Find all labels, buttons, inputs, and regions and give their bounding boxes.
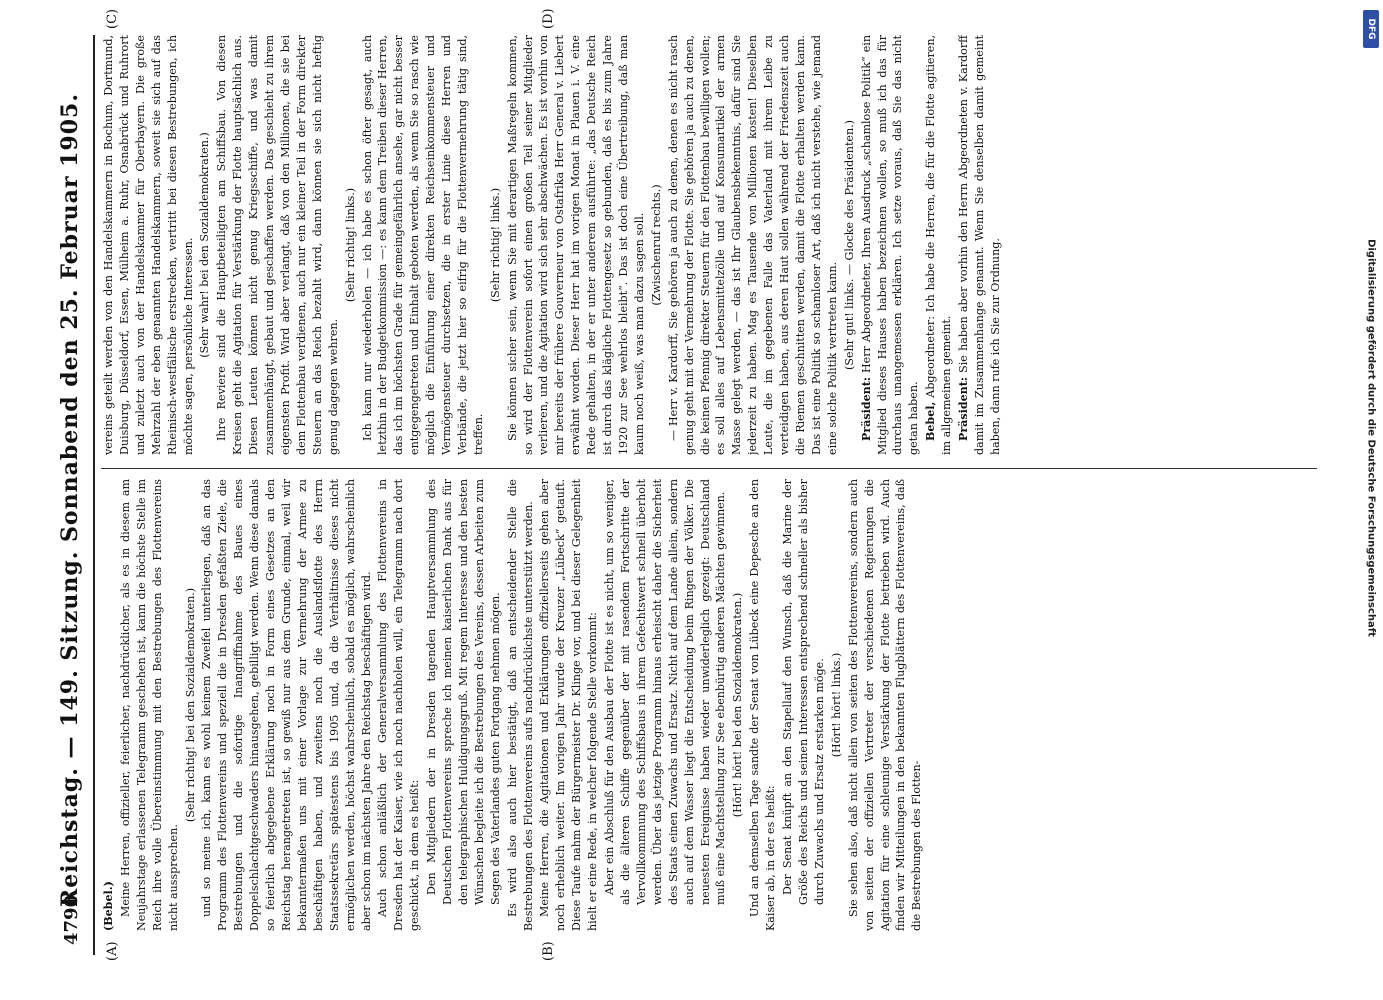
paragraph	[504, 479, 536, 931]
paragraph	[648, 35, 664, 455]
paragraph	[424, 479, 504, 905]
paragraph-text: Auch schon anläßlich der Generalversammlung des Flottenvereins in Dresden hat der Kaiser, wie ich noch nachholen will, ein Telegramm nach dort geschickt, in dem es heißt:	[375, 479, 421, 931]
paragraph-text: Ich kann nur wiederholen — ich habe es schon öfter gesagt, auch letzthin in der Budgetkommission —: es kann dem Treiben dieser Herren, das ich im höchsten Grade für gemeingefährlich ansehe, gar nicht besser entgegengetreten und Einhalt geboten werden, als wenn Sie so rasch wie möglich die Einführung einer direkten Reichseinkommensteuer und Vermögensteuer durchsetzen, die in erster Linie diese Herren und Verbände, die jetzt hier so eifrig für die Flottenvermehrung tätig sind, treffen.	[360, 35, 485, 455]
column-divider	[101, 468, 1317, 469]
rotated-page	[47, 8, 1337, 975]
paragraph	[828, 479, 844, 931]
dfg-logo: DFG	[1363, 10, 1379, 48]
paragraph	[101, 479, 117, 931]
paragraph-text: Der Senat knüpft an den Stapellauf den Wunsch, daß die Marine der Größe des Reichs und seinen Interessen entsprechend schneller als bisher durch Zuwachs und Ersatz erstarken möge.	[780, 479, 826, 905]
paragraph-text: (Zwischenruf rechts.)	[649, 184, 663, 306]
paragraph	[665, 35, 840, 455]
paragraph-text: (Sehr wahr! bei den Sozialdemokraten.)	[197, 132, 211, 358]
paragraph-text: Es wird also auch hier bestätigt, daß an entscheidender Stelle die Bestrebungen des Flottenvereins aufs nachdrücklichste unterstützt werden.	[505, 479, 535, 931]
paragraph-text: Sie sehen also, daß nicht allein von seiten des Flottenvereins, sondern auch von seiten der offiziellen Vertreter der verschiedenen Regierungen die Agitation für eine schleunige Verstärkung der Flotte betrieben wird. Auch finden wir Mitteilungen in den bekannten Flugblättern des Flottenvereins, daß die Bestrebungen des Flotten-	[846, 479, 923, 931]
paragraph	[602, 479, 729, 905]
margin-marker-d: (D)	[540, 8, 556, 29]
paragraph	[923, 35, 955, 455]
paragraph	[537, 479, 601, 931]
header-rule	[93, 35, 95, 955]
paragraph	[199, 479, 374, 931]
page-header	[57, 25, 89, 975]
paragraph-text: Und an demselben Tage sandte der Senat von Lübeck eine Depesche an den Kaiser ab, in der es heißt:	[747, 479, 777, 931]
paragraph-text: (Sehr richtig! links.)	[488, 187, 502, 303]
paragraph	[487, 35, 503, 455]
funding-notice: Digitalisierung gefördert durch die Deutsche Forschungsgemeinschaft	[1365, 239, 1377, 637]
paragraph-text: Meine Herren, offizieller, feierlicher, nachdrücklicher, als es in diesem am Neujahrstage erlassenen Telegramm geschehen ist, kann die höchste Stelle im Reich ihre volle Übereinstimmung mit den Bestrebungen des Flottenvereins nicht aussprechen.	[118, 479, 180, 931]
paragraph	[342, 35, 358, 455]
paragraph-text: (Sehr gut! links. — Glocke des Präsidenten.)	[842, 120, 856, 370]
paragraph	[214, 35, 341, 455]
paragraph	[858, 35, 922, 455]
paragraph-text: Abgeordneter: Ich habe die Herren, die für die Flotte agitieren, im allgemeinen gemeint.	[923, 35, 953, 455]
margin-marker-c: (C)	[104, 8, 120, 29]
paragraph	[182, 479, 198, 931]
paragraph-text: Herr Abgeordneter, Ihren Ausdruck „schamlose Politik“ ein Mitglied dieses Hauses haben bezeichnen wollen, so muß ich das für durchaus unangemessen erklären. Ich setze voraus, daß Sie das nicht getan haben.	[859, 35, 920, 455]
speaker-name: Bebel,	[923, 401, 937, 441]
paragraph-text: Meine Herren, die Agitationen und Erklärungen offiziellerseits gehen aber noch erheblich weiter. Im vorigen Jahr wurde der Kreuzer „Lübeck“ getauft. Diese Taufe nahm der Bürgermeister Dr. Klinge vor, und bei dieser Gelegenheit hielt er eine Rede, in welcher folgende Stelle vorkommt:	[537, 479, 599, 931]
paragraph-text: Den Mitgliedern der in Dresden tagenden Hauptversammlung des Deutschen Flottenvereins spreche ich meinen kaiserlichen Dank aus für den telegraphischen Huldigungsgruß. Mit regem Interesse und den besten Wünschen begleite ich die Bestrebungen des Vereins, dessen Arbeiten zum Segen des Vaterlandes guten Fortgang nehmen mögen.	[424, 479, 502, 905]
paragraph-text: Sie können sicher sein, wenn Sie mit derartigen Maßregeln kommen, so wird der Flottenverein sofort einen großen Teil seiner Mitglieder verlieren, und die Agitation wird sich sehr abschwächen. Es ist vorhin von mir bereits der frühere Gouverneur von Ostafrika Herr General v. Liebert erwähnt worden. Dieser Herr hat im vorigen Monat in Plauen i. V. eine Rede gehalten, in der er unter anderem ausführte: „das Deutsche Reich ist durch das klägliche Flottengesetz so gebunden, daß es bis zum Jahre 1920 zur See wehrlos bleibt“. Das ist doch eine Übertreibung, daß man kaum noch weiß, was man dazu sagen soll.	[505, 35, 646, 455]
dfg-watermark	[1362, 8, 1380, 992]
paragraph	[197, 35, 213, 455]
margin-marker-b: (B)	[540, 941, 556, 961]
paragraph-text: (Sehr richtig! bei den Sozialdemokraten.)	[183, 587, 197, 823]
paragraph-text: Ihre Reviere sind die Hauptbeteiligten am Schiffsbau. Von diesen Kreisen geht die Agitation für Verstärkung der Flotte hauptsächlich aus. Diesen Leuten können nicht genug Kriegsschiffe, und was damit zusammenhängt, gebaut und geschaffen werden. Das geschieht zu ihrem eigensten Profit. Wird aber verlangt, daß von den Millionen, die sie bei dem Flottenbau verdienen, auch nur ein kleiner Teil in der Form direkter Steuern an das Reich bezahlt wird, dann können sie sich nicht heftig genug dagegen wehren.	[214, 35, 340, 455]
paragraph-text: (Hört! hört! bei den Sozialdemokraten.)	[730, 592, 744, 818]
speaker-name: Präsident:	[859, 377, 873, 441]
right-text-column	[101, 35, 1325, 455]
paragraph-text: (Hört! hört! links.)	[829, 652, 843, 758]
paragraph	[101, 35, 196, 455]
speaker-name: (Bebel.)	[101, 881, 115, 931]
paragraph-text: (Sehr richtig! links.)	[343, 187, 357, 303]
paragraph	[730, 479, 746, 931]
speaker-name: Präsident:	[956, 377, 970, 441]
running-title: Reichstag. — 149. Sitzung. Sonnabend den 25. Februar 1905.	[56, 93, 83, 907]
paragraph	[747, 479, 779, 931]
paragraph-text: — Herr v. Kardorff, Sie gehören ja auch zu denen, denen es nicht rasch genug geht mit der Vermehrung der Flotte. Sie gehören ja auch zu denen, die keinen Pfennig direkter Steuern für den Flottenbau bewilligen wollen; es soll alles auf Lebensmittelzölle und auf Konsumartikel der armen Masse gelegt werden, — das ist Ihr Glaubensbekenntnis, dafür sind Sie jederzeit zu haben. Mag es Tausende von Millionen kosten! Dieselben Leute, die im gegebenen Falle das Vaterland mit ihrem Leibe zu verteidigen haben, aus deren Haut sollen während der Friedenszeit auch die Riemen geschnitten werden, damit die Flotte erhalten werden kann. Das ist eine Politik so schamloser Art, daß ich nicht verstehe, wie jemand eine solche Politik vertreten kann.	[666, 35, 839, 455]
paragraph-text: Sie haben aber vorhin den Herrn Abgeordneten v. Kardorff damit im Zusammenhange genannt. Wenn Sie denselben damit gemeint haben, dann rufe ich Sie zur Ordnung.	[956, 35, 1002, 455]
paragraph	[504, 35, 647, 455]
paragraph-text: vereins geteilt werden von den Handelskammern in Bochum, Dortmund, Duisburg, Düsseldorf, Essen, Mülheim a. Ruhr, Osnabrück und Ruhrort und zuletzt auch von der Handelskammer für Oberbayern. Die große Mehrzahl der eben genannten Handelskammern, soweit sie sich auf das Rheinisch-westfälische erstrecken, vertritt bei diesen Bestrebungen, ich möchte sagen, persönliche Interessen.	[101, 35, 195, 455]
paragraph	[780, 479, 828, 905]
page-number: 4790	[60, 894, 82, 945]
paragraph	[845, 479, 925, 931]
paragraph-text: und so meine ich, kann es wohl keinem Zweifel unterliegen, daß an das Programm des Flottenvereins und speziell die in Dresden gefaßten Ziele, die Bestrebungen und die sofortige Inangriffnahme des Baues eines Doppelschlachtgeschwaders hinausgehen, gebilligt werden. Wenn diese damals so feierlich abgegebene Erklärung noch in Form eines Gesetzes an den Reichstag herangetreten ist, so gewiß nur aus dem Grunde, einmal, weil wir bekanntermaßen uns mit einer Vorlage zur Vermehrung der Armee zu beschäftigen haben, und zweitens noch die Auslandsflotte des Herrn Staatssekretärs spätestens bis 1905 und, da die Verhältnisse dieses nicht ermöglichen werden, höchst wahrscheinlich, sobald es möglich, wahrscheinlich aber schon im nächsten Jahre den Reichstag beschäftigen wird.	[199, 479, 372, 931]
paragraph	[117, 479, 181, 931]
margin-marker-a: (A)	[104, 941, 120, 961]
paragraph	[841, 35, 857, 455]
paragraph	[359, 35, 486, 455]
left-text-column	[101, 479, 1325, 931]
paragraph-text: Aber ein Abschluß für den Ausbau der Flotte ist es nicht, um so weniger, als die älteren Schiffe gegenüber der mit rasendem Fortschritte der Vervollkommnung des Schiffsbaus in ihrem Gefechtswert schnell überholt werden. Über das jetzige Programm hinaus erheischt daher die Sicherheit des Staats einen Zuwachs und Ersatz. Nicht auf dem Lande allein, sondern auch auf dem Wasser liegt die Entscheidung beim Ringen der Völker. Die neuesten Ereignisse haben wieder unwiderleglich gezeigt: Deutschland muß eine Machtstellung zur See ebenbürtig anderen Mächten gewinnen.	[602, 479, 727, 905]
paragraph	[956, 35, 1004, 455]
paragraph	[375, 479, 423, 931]
